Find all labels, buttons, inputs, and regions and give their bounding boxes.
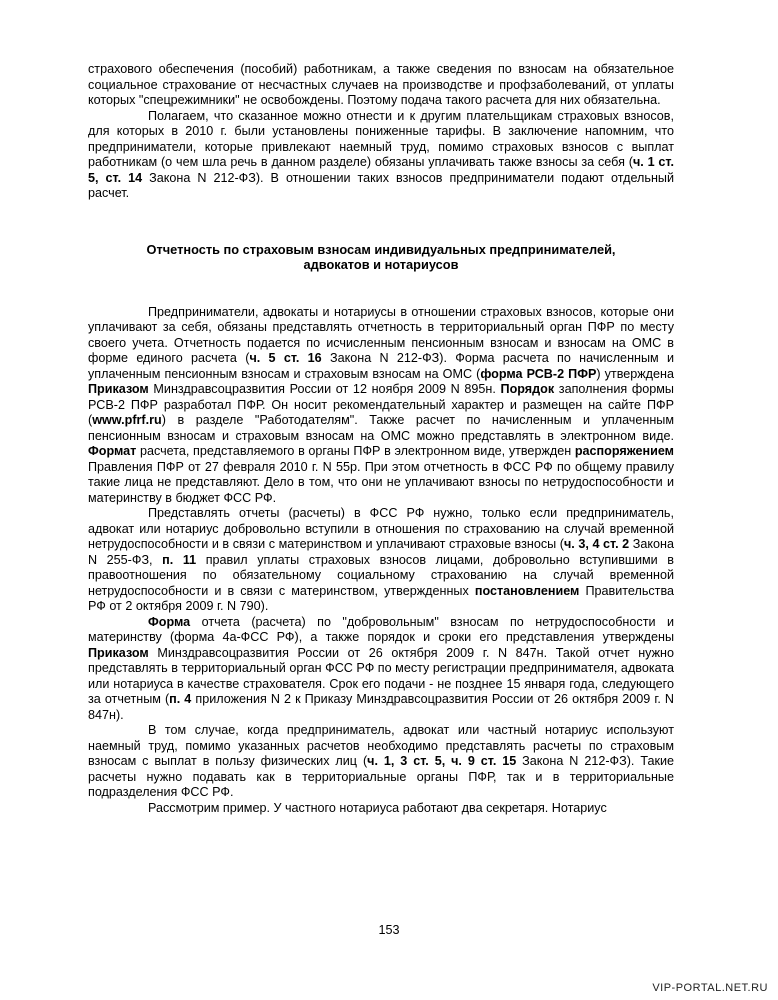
bold-reference: форма РСВ-2 ПФР xyxy=(480,366,597,381)
text-run: Закона N 212-ФЗ). Такие расчеты нужно подавать как в территориальные органы ПФР, так и в территориальные подразделения ФСС РФ. xyxy=(88,754,674,799)
text-run: приложения N 2 к Приказу Минздравсоцразвития России от 26 октября 2009 г. N 847н). xyxy=(88,692,675,722)
bold-reference: Формат xyxy=(88,444,137,458)
text-run: Правления ПФР от 27 февраля 2010 г. N 55р. При этом отчетность в ФСС РФ по общему правилу такие лица не представляют. Дело в том, что они не уплачивают взносы по нетрудоспособности и материнству в бюджет ФСС РФ. xyxy=(88,459,674,505)
paragraph-p2 xyxy=(88,109,674,202)
text-run: ) в разделе "Работодателям". Также расчет по начисленным и уплаченным пенсионным взносам и страховым взносам на ОМС можно представлять в электронном виде. xyxy=(88,413,674,443)
bold-reference: ч. 3, 4 ст. 2 xyxy=(563,537,630,551)
bold-reference: www.pfrf.ru xyxy=(92,413,162,427)
text-run: страхового обеспечения (пособий) работникам, а также сведения по взносам на обязательное социальное страхование от несчастных случаев на производстве и профзаболеваний, от уплаты которых "спецрежимники" не освобождены. Поэтому подача такого расчета для них обязательна. xyxy=(88,62,674,107)
text-run: Предприниматели, адвокаты и нотариусы в отношении страховых взносов, которые они уплачивают за себя, обязаны представлять отчетность в территориальный орган ПФР по месту своего учета. Отчетность подается по исчисленным пенсионным взносам и взносам на ОМС в форме единого расчета ( xyxy=(88,304,674,365)
bold-reference: Приказом xyxy=(88,382,149,396)
paragraph-p6 xyxy=(88,723,674,801)
page-body xyxy=(88,62,674,816)
bold-reference: ч. 1 ст. 5, ст. 14 xyxy=(88,155,674,185)
text-block-top xyxy=(88,62,674,202)
bold-reference: Приказом xyxy=(88,645,149,660)
watermark: VIP-PORTAL.NET.RU xyxy=(652,982,768,994)
page-number: 153 xyxy=(378,923,400,937)
section-heading: Отчетность по страховым взносам индивидуальных предпринимателей, адвокатов и нотариусов xyxy=(146,241,616,272)
paragraph-p3 xyxy=(88,305,674,507)
text-block-bottom xyxy=(88,305,674,817)
bold-reference: Порядок xyxy=(500,382,555,396)
bold-reference: п. 11 xyxy=(162,552,197,567)
bold-reference: постановлением xyxy=(474,583,580,598)
paragraph-p5 xyxy=(88,615,674,724)
text-run: Полагаем, что сказанное можно отнести и к другим плательщикам страховых взносов, для которых в 2010 г. были установлены пониженные тарифы. В заключение напомним, что предприниматели, которые привлекают наемный труд, помимо страховых взносов с выплат работникам (о чем шла речь в данном разделе) обязаны уплачивать также взносы за себя ( xyxy=(88,108,674,169)
paragraph-p7 xyxy=(88,801,674,817)
paragraph-p1 xyxy=(88,62,674,109)
text-run: Закона N 255-ФЗ, xyxy=(88,537,674,567)
text-run: Минздравсоцразвития России от 26 октября 2009 г. N 847н. Такой отчет нужно представлять в территориальный орган ФСС РФ по месту регистрации предпринимателя, адвоката или нотариуса в качестве страхователя. Срок его подачи - не позднее 15 января года, следующего за отчетным ( xyxy=(88,645,674,706)
paragraph-p4 xyxy=(88,506,674,615)
text-run: Закона N 212-ФЗ). Форма расчета по начисленным и уплаченным пенсионным взносам и страховым взносам на ОМС ( xyxy=(88,351,675,381)
text-run: В том случае, когда предприниматель, адвокат или частный нотариус используют наемный труд, помимо указанных расчетов необходимо представлять расчеты по страховым взносам с выплат в пользу физических лиц ( xyxy=(88,723,674,768)
bold-reference: ч. 5 ст. 16 xyxy=(249,351,322,365)
bold-reference: п. 4 xyxy=(169,692,192,706)
text-run: ) утверждена xyxy=(596,366,674,381)
text-run: заполнения формы РСВ-2 ПФР разработал ПФР. Он носит рекомендательный характер и размещен на сайте ПФР ( xyxy=(88,382,674,427)
text-run: Закона N 212-ФЗ). В отношении таких взносов предприниматели подают отдельный расчет. xyxy=(88,170,674,200)
bold-reference: Форма xyxy=(148,614,191,629)
text-run: Правительства РФ от 2 октября 2009 г. N 790). xyxy=(88,583,674,613)
bold-reference: ч. 1, 3 ст. 5, ч. 9 ст. 15 xyxy=(367,754,517,768)
text-run: Минздравсоцразвития России от 12 ноября 2009 N 895н. xyxy=(148,382,501,396)
text-run: правил уплаты страховых взносов лицами, добровольно вступившими в правоотношения по обязательному социальному страхованию на случай временной нетрудоспособности и в связи с материнством, утвержденных xyxy=(88,552,674,598)
text-run: Рассмотрим пример. У частного нотариуса работают два секретаря. Нотариус xyxy=(148,800,607,815)
text-run: расчета, представляемого в органы ПФР в электронном виде, утвержден xyxy=(136,444,575,458)
text-run: Представлять отчеты (расчеты) в ФСС РФ нужно, только если предприниматель, адвокат или нотариус добровольно вступили в отношения по страхованию на случай временной нетрудоспособности и в связи с материнством и уплачивают страховые взносы ( xyxy=(88,506,674,551)
bold-reference: распоряжением xyxy=(574,444,674,458)
text-run: отчета (расчета) по "добровольным" взносам по нетрудоспособности и материнству (форма 4а-ФСС РФ), а также порядок и сроки его представления утверждены xyxy=(88,614,674,644)
